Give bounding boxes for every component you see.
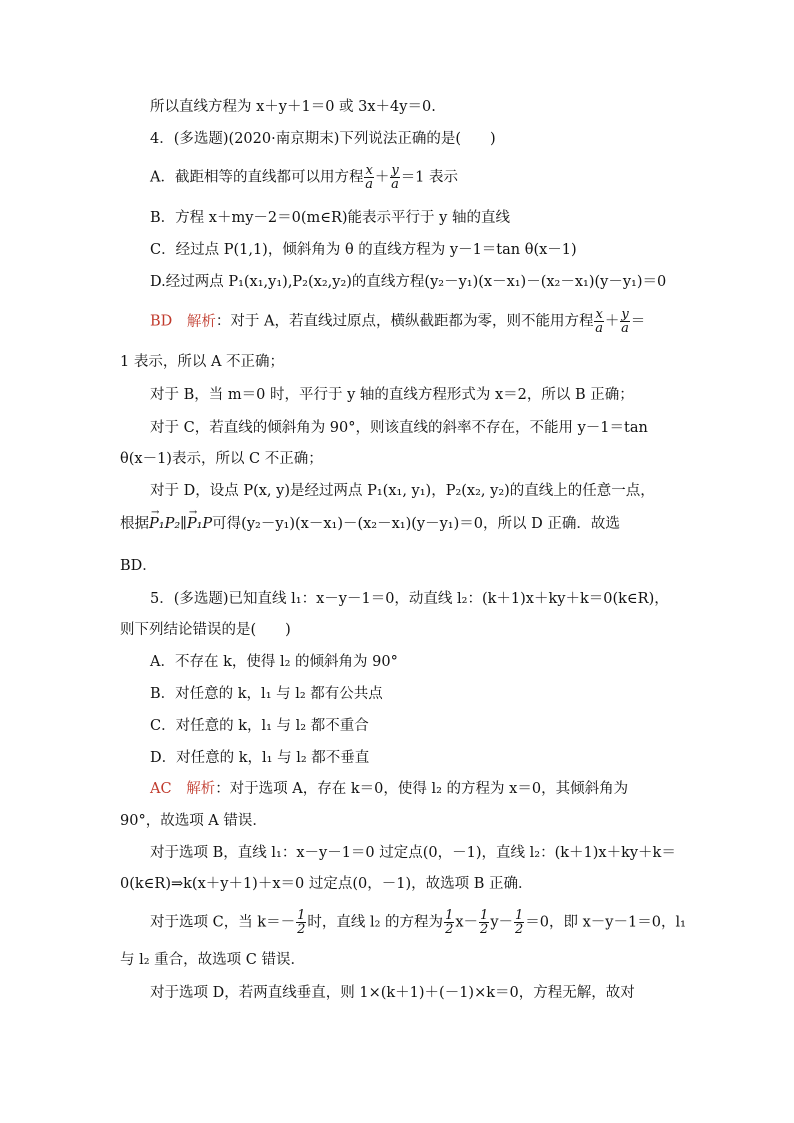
fraction: $\frac{y}{a}$ xyxy=(391,163,399,192)
fraction: $\frac{y}{a}$ xyxy=(621,307,629,336)
vector: → P₁P xyxy=(187,514,212,534)
text-line: 对于 C，若直线的倾斜角为 90°，则该直线的斜率不存在，不能用 y－1＝tan xyxy=(150,420,648,436)
text-line: 对于选项 D，若两直线垂直，则 1×(k＋1)＋(－1)×k＝0，方程无解，故对 xyxy=(150,985,635,1001)
text-line: 对于 D，设点 P(x, y)是经过两点 P₁(x₁, y₁)，P₂(x₂, y₂)的直线上的任意一点， xyxy=(150,483,655,499)
vector: → P₁P₂ xyxy=(149,514,180,534)
fraction: $\frac{1}{2}$ xyxy=(480,908,489,937)
text-line: 对于 B，当 m＝0 时，平行于 y 轴的直线方程形式为 x＝2，所以 B 正确； xyxy=(150,387,634,403)
fraction: $\frac{x}{a}$ xyxy=(365,163,374,192)
text-line: 对于选项 C，当 k＝－ $\frac{1}{2}$ 时，直线 l₂ 的方程为 $\frac{1}{2}$ x－ $\frac{1}{2}$ y－ $\frac{1}{2}$ ＝0，即 x－y－1＝0，l₁ xyxy=(150,908,686,937)
fraction: $\frac{1}{2}$ xyxy=(515,908,524,937)
fraction: $\frac{1}{2}$ xyxy=(445,908,454,937)
text-line: 与 l₂ 重合，故选项 C 错误． xyxy=(120,952,305,968)
question-4-stem: 4．(多选题)(2020·南京期末)下列说法正确的是( ) xyxy=(150,131,496,147)
text-line: 90°，故选项 A 错误． xyxy=(120,813,267,829)
question-5-solution-line-1: AC 解析：对于选项 A，存在 k＝0，使得 l₂ 的方程为 x＝0，其倾斜角为 xyxy=(150,781,629,797)
text-line: BD． xyxy=(120,558,157,574)
question-5-option-b: B．对任意的 k，l₁ 与 l₂ 都有公共点 xyxy=(150,686,383,702)
question-4-option-a: A．截距相等的直线都可以用方程 $\frac{x}{a}$ ＋ $\frac{y}{a}$ ＝1 表示 xyxy=(150,163,459,192)
answer-label: BD xyxy=(150,313,173,330)
text-line: θ(x－1)表示，所以 C 不正确； xyxy=(120,451,323,467)
question-5-option-a: A．不存在 k，使得 l₂ 的倾斜角为 90° xyxy=(150,654,398,670)
question-4-solution-line-1: BD 解析：对于 A，若直线过原点，横纵截距都为零，则不能用方程 $\frac{x}{a}$ ＋ $\frac{y}{a}$ ＝ xyxy=(150,307,646,336)
fraction: $\frac{1}{2}$ xyxy=(297,908,306,937)
question-5-stem: 5．(多选题)已知直线 l₁：x－y－1＝0，动直线 l₂：(k＋1)x＋ky＋k＝0(k∈R)， xyxy=(150,591,669,607)
fraction: $\frac{x}{a}$ xyxy=(595,307,604,336)
question-5-stem-cont: 则下列结论错误的是( ) xyxy=(120,622,291,638)
solution-label: 解析 xyxy=(186,313,216,330)
question-5-option-c: C．对任意的 k，l₁ 与 l₂ 都不重合 xyxy=(150,718,369,734)
answer-label: AC xyxy=(150,781,172,797)
text-line: 对于选项 B，直线 l₁：x－y－1＝0 过定点(0，－1)，直线 l₂：(k＋1)x＋ky＋k＝ xyxy=(150,845,676,861)
text-line: 根据→ P₁P₂∥→ P₁P可得(y₂－y₁)(x－x₁)－(x₂－x₁)(y－y₁)＝0，所以 D 正确．故选 xyxy=(120,514,620,534)
text-line: 0(k∈R)⇒k(x＋y＋1)＋x＝0 过定点(0，－1)，故选项 B 正确． xyxy=(120,876,533,892)
question-4-option-c: C．经过点 P(1,1)，倾斜角为 θ 的直线方程为 y－1＝tan θ(x－1) xyxy=(150,242,577,258)
question-5-option-d: D．对任意的 k，l₁ 与 l₂ 都不垂直 xyxy=(150,750,370,766)
text-line: 所以直线方程为 x＋y＋1＝0 或 3x＋4y＝0. xyxy=(150,99,436,115)
text-line: 1 表示，所以 A 不正确； xyxy=(120,354,285,370)
solution-label: 解析 xyxy=(186,781,216,797)
question-4-option-d: D.经过两点 P₁(x₁,y₁),P₂(x₂,y₂)的直线方程(y₂－y₁)(x－x₁)－(x₂－x₁)(y－y₁)＝0 xyxy=(150,274,667,290)
question-4-option-b: B．方程 x＋my－2＝0(m∈R)能表示平行于 y 轴的直线 xyxy=(150,210,510,226)
